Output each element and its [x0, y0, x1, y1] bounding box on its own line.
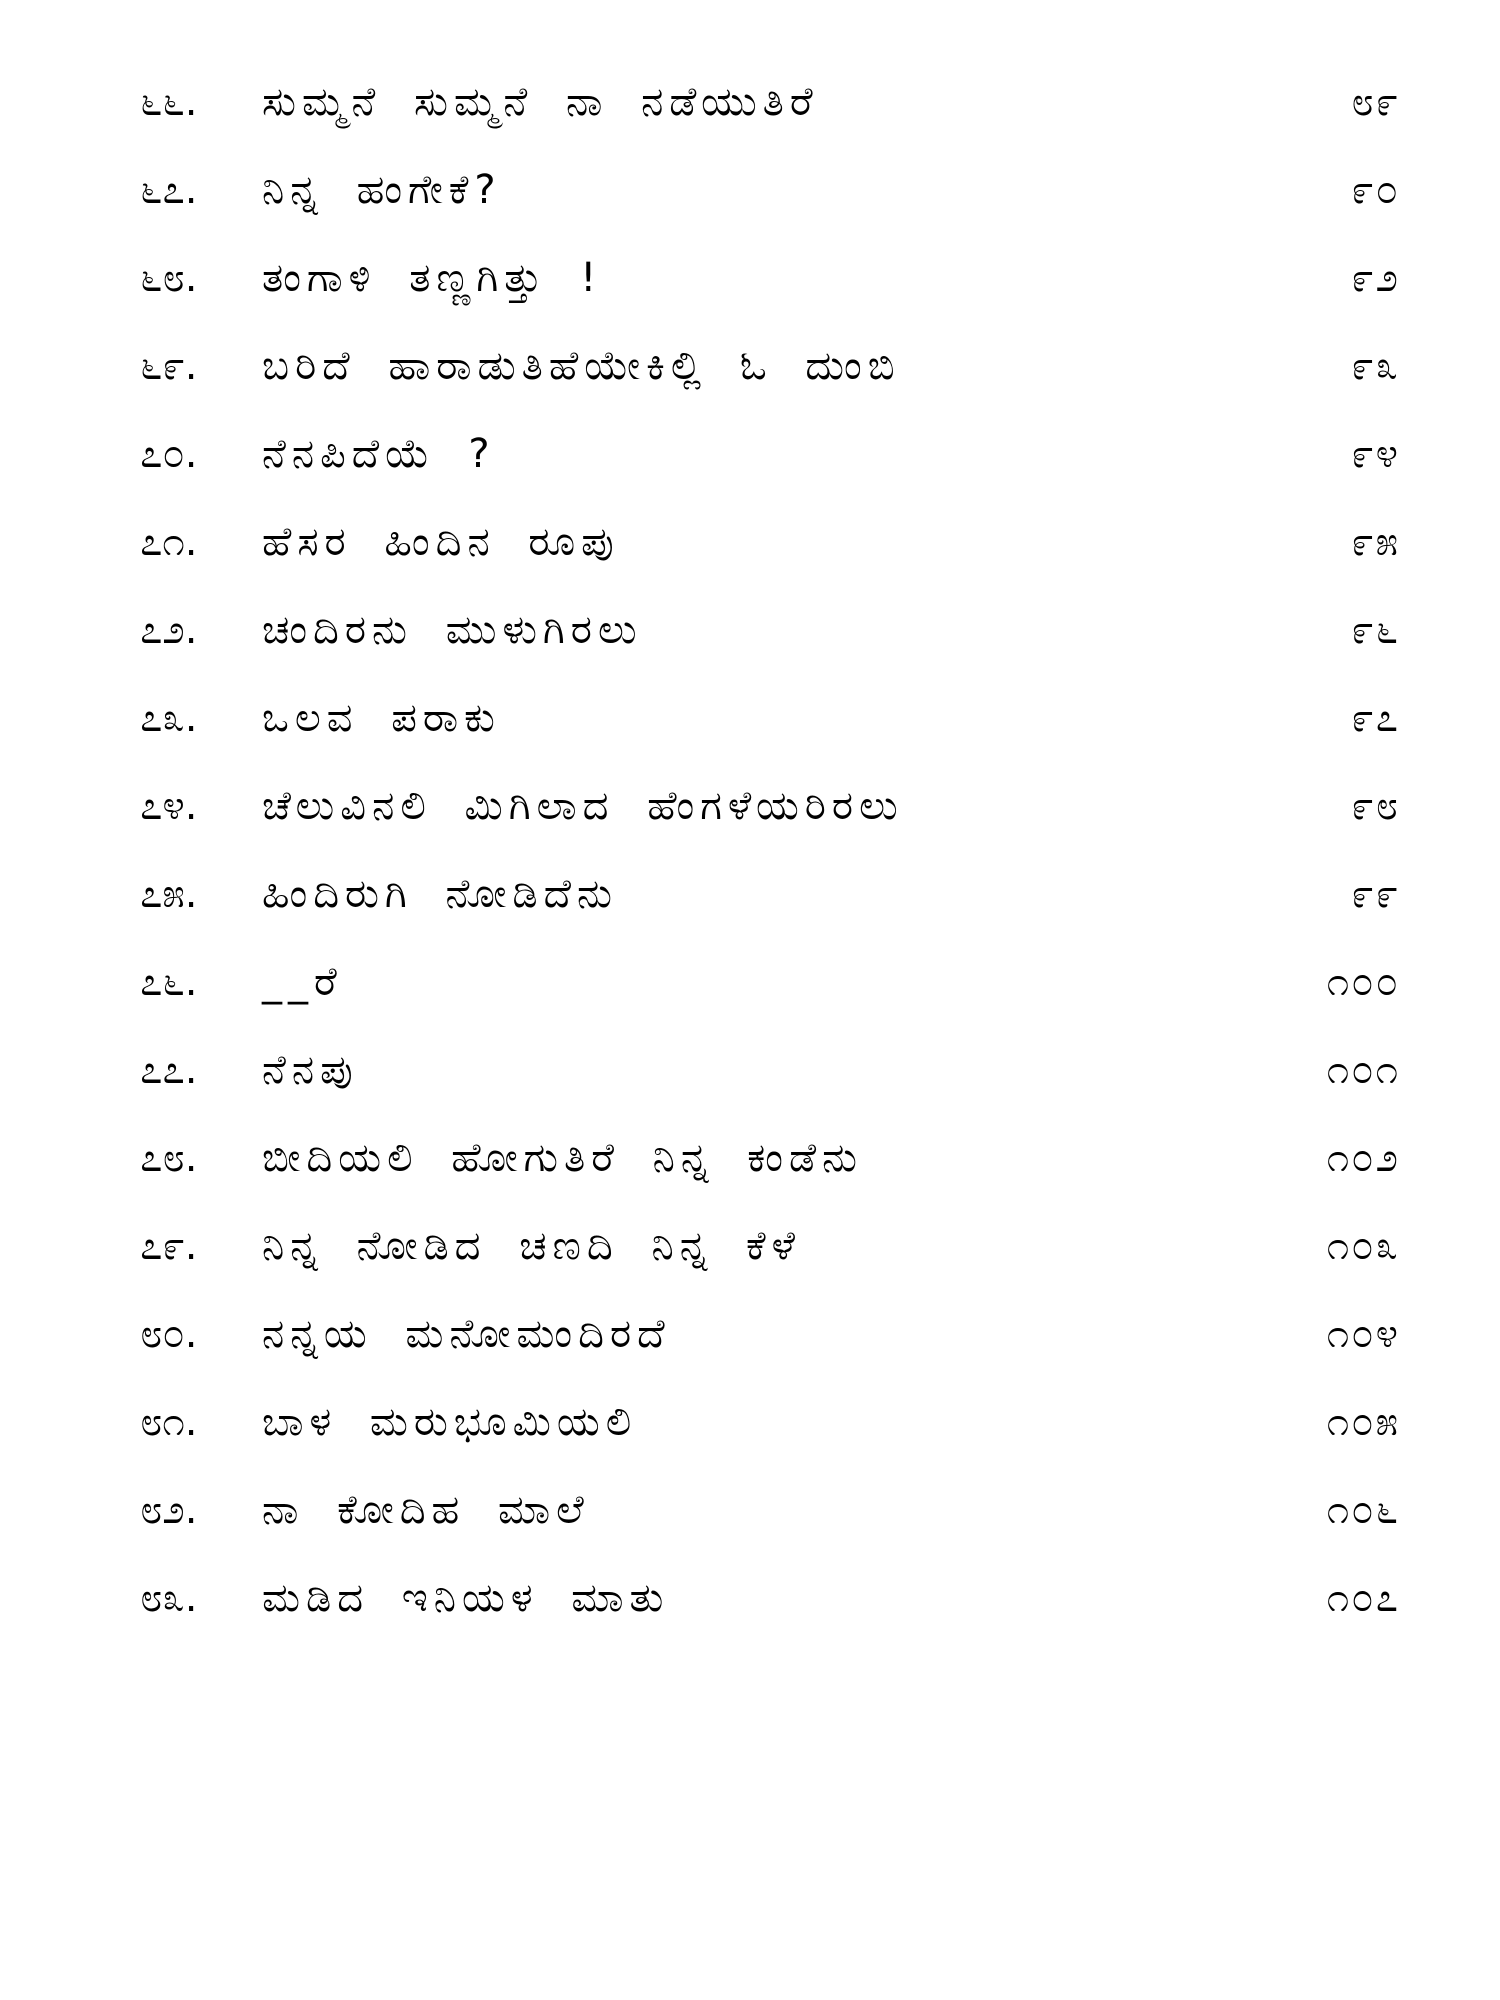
entry-title: ನಿನ್ನ ನೋಡಿದ ಚಣದಿ ನಿನ್ನ ಕೆಳೆ: [262, 1223, 801, 1269]
toc-row: [0, 590, 1500, 670]
toc-row: [0, 678, 1500, 758]
entry-page-number: ೧೦೬: [1326, 1487, 1400, 1533]
toc-row: [0, 150, 1500, 230]
entry-title: ನಾ ಕೋದಿಹ ಮಾಲೆ: [262, 1487, 590, 1533]
entry-title: ಬೀದಿಯಲಿ ಹೋಗುತಿರೆ ನಿನ್ನ ಕಂಡೆನು: [262, 1135, 864, 1181]
toc-row: [0, 1294, 1500, 1374]
entry-number: ೭೯.: [140, 1223, 198, 1269]
entry-number: ೭೫.: [140, 871, 198, 917]
entry-title: ಮಡಿದ ಇನಿಯಳ ಮಾತು: [262, 1575, 670, 1621]
entry-page-number: ೧೦೪: [1326, 1311, 1400, 1357]
entry-number: ೮೩.: [140, 1575, 198, 1621]
toc-row: [0, 1118, 1500, 1198]
toc-row: [0, 1470, 1500, 1550]
entry-page-number: ೧೦೭: [1326, 1575, 1400, 1621]
toc-row: [0, 502, 1500, 582]
entry-title: ಚಂದಿರನು ಮುಳುಗಿರಲು: [262, 607, 643, 653]
entry-number: ೬೬.: [140, 79, 198, 125]
entry-number: ೭೪.: [140, 783, 198, 829]
toc-row: [0, 414, 1500, 494]
entry-number: ೭೮.: [140, 1135, 198, 1181]
entry-page-number: ೧೦೨: [1326, 1135, 1400, 1181]
entry-title: ನನ್ನಯ ಮನೋಮಂದಿರದೆ: [262, 1311, 671, 1357]
entry-page-number: ೯೦: [1351, 167, 1400, 213]
entry-number: ೭೨.: [140, 607, 198, 653]
entry-title: ಬರಿದೆ ಹಾರಾಡುತಿಹೆಯೇಕಿಲ್ಲಿ ಓ ದುಂಬಿ: [262, 343, 901, 389]
entry-title: ನೆನಪಿದೆಯೆ ?: [262, 431, 496, 477]
toc-row: [0, 766, 1500, 846]
toc-row: [0, 1558, 1500, 1638]
entry-page-number: ೯೭: [1351, 695, 1400, 741]
entry-page-number: ೯೮: [1351, 783, 1400, 829]
entry-number: ೬೯.: [140, 343, 198, 389]
entry-page-number: ೯೨: [1351, 255, 1400, 301]
entry-page-number: ೯೯: [1351, 871, 1400, 917]
toc-row: [0, 854, 1500, 934]
entry-title: ಹಿಂದಿರುಗಿ ನೋಡಿದೆನು: [262, 871, 618, 917]
entry-number: ೭೦.: [140, 431, 198, 477]
entry-number: ೬೭.: [140, 167, 198, 213]
entry-page-number: ೧೦೩: [1326, 1223, 1400, 1269]
entry-title: ನೆನಪು: [262, 1047, 359, 1093]
toc-row: [0, 1382, 1500, 1462]
entry-number: ೭೭.: [140, 1047, 198, 1093]
entry-page-number: ೯೫: [1351, 519, 1400, 565]
toc-row: [0, 1206, 1500, 1286]
entry-title: ಚೆಲುವಿನಲಿ ಮಿಗಿಲಾದ ಹೆಂಗಳೆಯರಿರಲು: [262, 783, 904, 829]
toc-row: [0, 62, 1500, 142]
entry-number: ೮೧.: [140, 1399, 198, 1445]
toc-row: [0, 238, 1500, 318]
entry-number: ೮೦.: [140, 1311, 198, 1357]
entry-title: ಒಲವ ಪರಾಕು: [262, 695, 501, 741]
toc-row: [0, 326, 1500, 406]
toc-row: [0, 1030, 1500, 1110]
entry-number: ೮೨.: [140, 1487, 198, 1533]
entry-page-number: ೯೪: [1351, 431, 1400, 477]
entry-page-number: ೧೦೦: [1326, 959, 1400, 1005]
entry-page-number: ೯೩: [1351, 343, 1400, 389]
entry-number: ೭೧.: [140, 519, 198, 565]
entry-title: ಸುಮ್ಮನೆ ಸುಮ್ಮನೆ ನಾ ನಡೆಯುತಿರೆ: [262, 79, 819, 125]
entry-number: ೭೩.: [140, 695, 198, 741]
entry-title: ಬಾಳ ಮರುಭೂಮಿಯಲಿ: [262, 1399, 638, 1445]
entry-title: ನಿನ್ನ ಹಂಗೇಕೆ?: [262, 167, 502, 213]
entry-page-number: ೧೦೫: [1326, 1399, 1400, 1445]
entry-page-number: ೧೦೧: [1326, 1047, 1400, 1093]
entry-number: ೬೮.: [140, 255, 198, 301]
toc-row: [0, 942, 1500, 1022]
entry-title: __ರೆ: [262, 959, 343, 1005]
entry-number: ೭೬.: [140, 959, 198, 1005]
entry-page-number: ೯೬: [1351, 607, 1400, 653]
entry-title: ಹೆಸರ ಹಿಂದಿನ ರೂಪು: [262, 519, 620, 565]
entry-page-number: ೮೯: [1351, 79, 1400, 125]
entry-title: ತಂಗಾಳಿ ತಣ್ಣಗಿತ್ತು !: [262, 255, 603, 301]
